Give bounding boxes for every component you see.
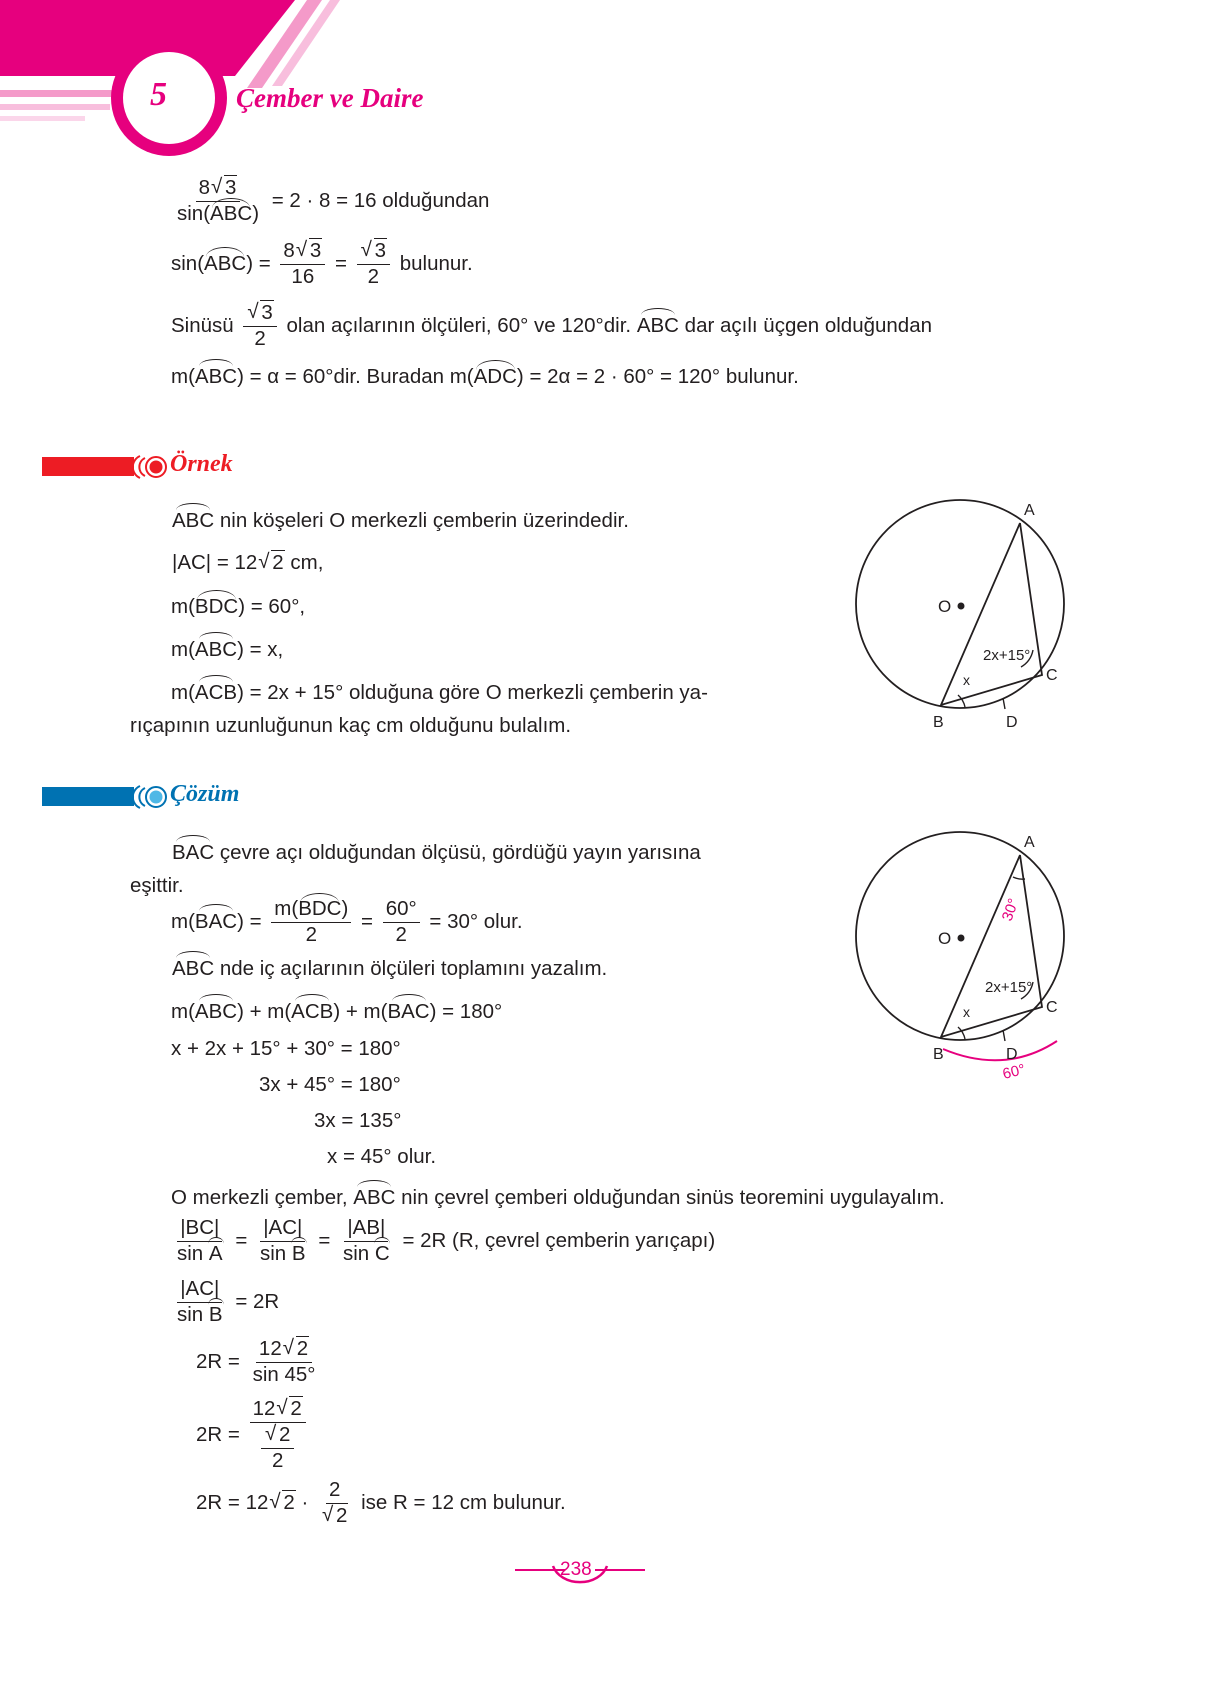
solution-line-1: BAC çevre açı olduğundan ölçüsü, gördüğü yayın yarısına: [172, 841, 701, 864]
step-2r-root2-over-2: 2R = 12√ 2 √ $\frac{2}{2}$: [196, 1398, 310, 1473]
step-2r-sin45: 2R = $\frac{12√ 2}{\sin 45^\circ}$: [196, 1338, 322, 1387]
solution-heading-icon: [132, 782, 168, 812]
chapter-number: 5: [150, 76, 167, 113]
svg-text:B: B: [933, 1046, 944, 1063]
solution-line-3: m(BAC) = $\frac{\text{m(BDC)}}{2}$ = $\frac{60^\circ}{2}$ = 30° olur.: [171, 897, 523, 946]
svg-text:A: A: [1024, 834, 1035, 851]
example-line-6: rıçapının uzunluğunun kaç cm olduğunu bulalım.: [130, 714, 572, 737]
page-number: 238: [560, 1559, 592, 1580]
chapter-circle-inner: [123, 52, 215, 144]
solution-line-4: ABC nde iç açılarının ölçüleri toplamını yazalım.: [172, 957, 608, 980]
top-line-4: m(ABC) = α = 60°dir. Buradan m(ADC) = 2α = 2 · 60° = 120° bulunur.: [171, 365, 799, 388]
svg-text:A: A: [1024, 502, 1035, 519]
top-line-3: Sinüsü √ $\frac{3}{2}$ olan açılarının ölçüleri, 60° ve 120°dir. ABC dar açılı üçgen olduğundan: [171, 302, 932, 351]
svg-text:x: x: [963, 1004, 970, 1020]
figure-1-circle-diagram: [845, 495, 1085, 735]
chapter-title: Çember ve Daire: [236, 83, 424, 113]
svg-text:2x+15°: 2x+15°: [985, 979, 1033, 996]
step-final: 2R = 12√ 2 · 2 √ 2 ise R = 12 cm bulunur.: [196, 1479, 566, 1528]
svg-text:2x+15°: 2x+15°: [983, 647, 1031, 664]
header-decoration: [0, 0, 420, 160]
solution-line-10: O merkezli çember, ABC nin çevrel çemberi olduğundan sinüs teoremini uygulayalım.: [171, 1186, 945, 1209]
example-title: Örnek: [170, 451, 233, 477]
svg-text:O: O: [938, 597, 952, 616]
top-line-1: $\frac{8√ 3}{\text{sin(ABC)}}$ = 2 · 8 = 16 olduğundan: [170, 177, 489, 226]
svg-text:30°: 30°: [998, 896, 1023, 924]
example-heading-icon: [132, 452, 168, 482]
svg-text:D: D: [1006, 714, 1018, 731]
solution-line-6: x + 2x + 15° + 30° = 180°: [171, 1037, 401, 1060]
solution-heading-bar: [42, 787, 134, 806]
example-line-4: m(ABC) = x,: [171, 638, 284, 661]
example-line-3: m(BDC) = 60°,: [171, 595, 306, 618]
example-heading-bar: [42, 457, 134, 476]
figure-2-circle-diagram: [845, 827, 1085, 1097]
solution-line-2: eşittir.: [130, 874, 184, 897]
svg-text:60°: 60°: [1000, 1060, 1027, 1083]
example-line-5: m(ACB) = 2x + 15° olduğuna göre O merkezli çemberin ya-: [171, 681, 708, 704]
solution-line-8: 3x = 135°: [314, 1109, 402, 1132]
header-line-2: [0, 104, 110, 110]
svg-text:O: O: [938, 929, 952, 948]
step-ac-over-sinb: $\frac{|AC|}{\text{sin B}}$ = 2R: [177, 1277, 280, 1326]
example-line-1: ABC nin köşeleri O merkezli çemberin üzerindedir.: [172, 509, 629, 532]
solution-line-9: x = 45° olur.: [327, 1145, 437, 1168]
svg-text:D: D: [1006, 1046, 1018, 1063]
svg-text:C: C: [1046, 667, 1058, 684]
svg-text:C: C: [1046, 999, 1058, 1016]
svg-text:B: B: [933, 714, 944, 731]
example-line-2: |AC| = 12√ 2 cm,: [172, 551, 323, 575]
solution-line-5: m(ABC) + m(ACB) + m(BAC) = 180°: [171, 1000, 503, 1023]
solution-line-7: 3x + 45° = 180°: [259, 1073, 401, 1096]
header-line-3: [0, 116, 85, 121]
solution-title: Çözüm: [170, 781, 240, 807]
svg-text:x: x: [963, 672, 970, 688]
sine-rule-line: $\frac{|BC|}{\text{sin A}}$ = $\frac{|AC|}{\text{sin B}}$ = $\frac{|AB|}{\text{sin C}}$ = 2R (R, çevrel çemberin yarıçapı): [177, 1216, 716, 1265]
top-line-2: sin(ABC) = $\frac{8√ 3}{16}$ = √ $\frac{3}{2}$ bulunur.: [171, 240, 473, 289]
header-line-1: [0, 90, 120, 97]
